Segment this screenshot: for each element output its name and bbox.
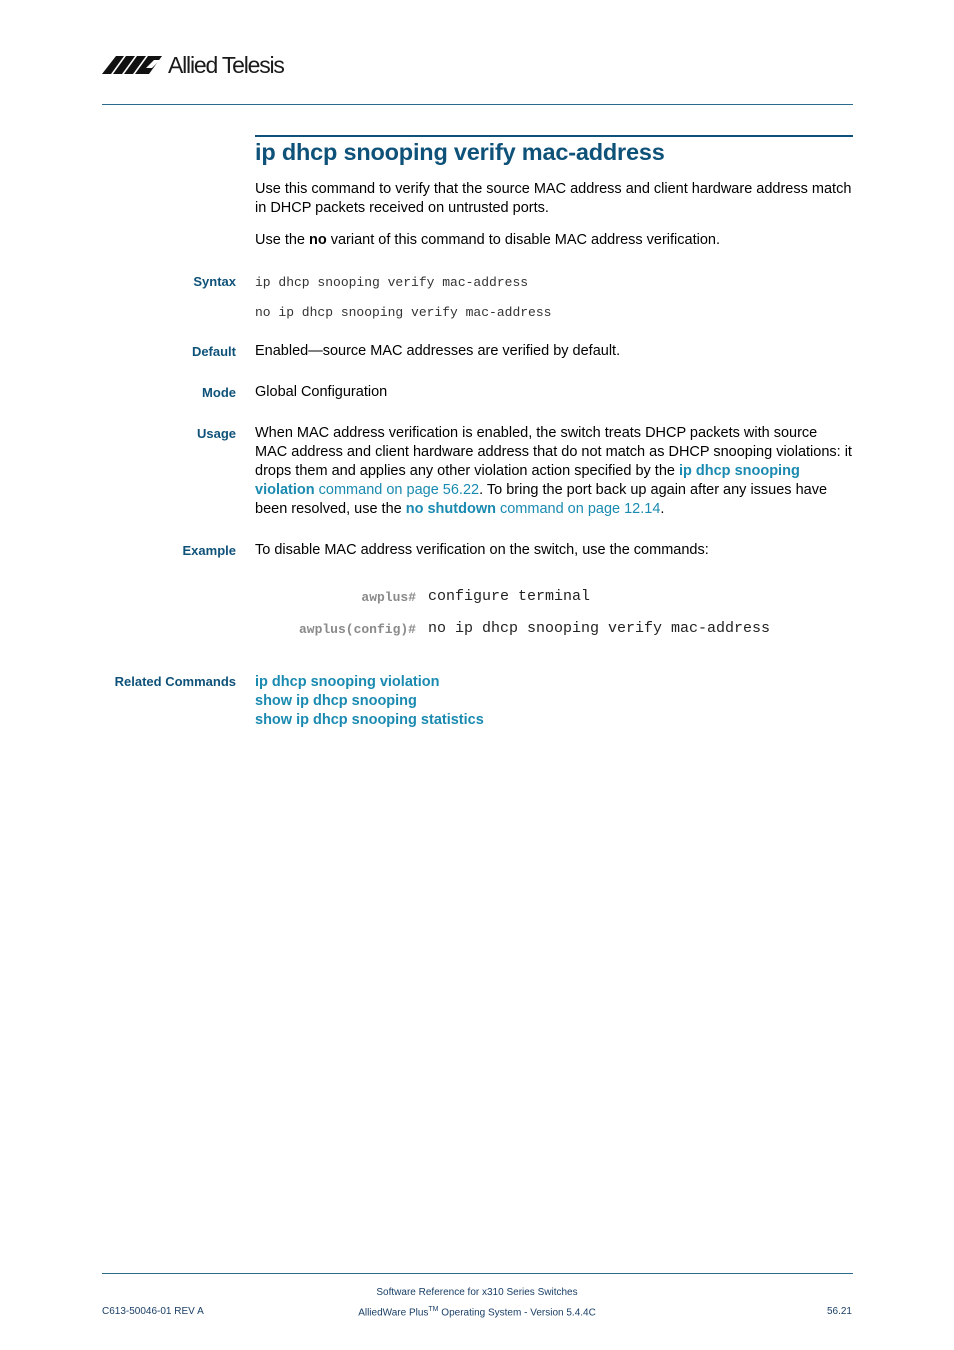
default-text: Enabled—source MAC addresses are verified by default. — [255, 343, 621, 359]
title-divider — [255, 135, 853, 137]
example-prompt-1: awplus# — [361, 590, 416, 605]
allied-telesis-logo-icon — [102, 54, 164, 76]
footer-trademark: TM — [428, 1306, 439, 1313]
intro-paragraph: Use this command to verify that the source MAC address and client hardware address match in DHCP packets received on untrusted ports. — [255, 181, 852, 216]
default-label: Default — [191, 344, 236, 359]
mode-text: Global Configuration — [255, 384, 388, 400]
link-ip-dhcp-snooping-violation[interactable]: ip dhcp snooping violation — [255, 463, 800, 498]
mode-label: Mode — [202, 385, 236, 400]
example-prompt-2: awplus(config)# — [298, 622, 416, 637]
syntax-label: Syntax — [193, 274, 236, 289]
footer-doc-id: C613-50046-01 REV A — [102, 1306, 204, 1317]
example-label: Example — [182, 543, 236, 558]
syntax-line-1: ip dhcp snooping verify mac-address — [255, 275, 529, 290]
usage-label: Usage — [196, 426, 236, 441]
footer-divider — [102, 1273, 853, 1274]
example-text: To disable MAC address verification on the switch, use the commands: — [255, 542, 709, 558]
related-link-show-ip-dhcp-snooping-statistics[interactable]: show ip dhcp snooping statistics — [255, 712, 484, 728]
page-title: ip dhcp snooping verify mac-address — [255, 139, 665, 165]
usage-text-1: When MAC address verification is enabled, the switch treats DHCP packets with source MAC address and client hardware address that do not match as DHCP snooping violations: it drops them and applies any other violation action specified by the — [255, 425, 852, 479]
link-page-56-22[interactable]: command on page 56.22 — [314, 482, 480, 498]
link-no-shutdown[interactable]: no shutdown — [405, 501, 496, 517]
no-keyword: no — [309, 232, 327, 248]
company-logo — [102, 52, 284, 78]
footer-title: Software Reference for x310 Series Switches — [376, 1287, 578, 1298]
header-divider — [102, 104, 853, 105]
example-command-2: no ip dhcp snooping verify mac-address — [428, 620, 771, 637]
related-commands-list — [255, 673, 484, 730]
related-link-show-ip-dhcp-snooping[interactable]: show ip dhcp snooping — [255, 693, 417, 709]
footer-product: AlliedWare Plus — [358, 1307, 429, 1319]
related-link-ip-dhcp-snooping-violation[interactable]: ip dhcp snooping violation — [255, 674, 440, 690]
logo-text: Allied Telesis — [168, 52, 284, 78]
footer-page-number: 56.21 — [826, 1306, 852, 1317]
no-variant-post: variant of this command to disable MAC address verification. — [326, 232, 721, 248]
related-commands-label: Related Commands — [114, 674, 236, 689]
footer-os-version — [0, 1306, 954, 1318]
syntax-line-2: no ip dhcp snooping verify mac-address — [255, 305, 552, 320]
no-variant-paragraph — [255, 231, 853, 250]
usage-paragraph — [255, 424, 853, 519]
example-command-1: configure terminal — [428, 588, 591, 605]
footer-version: Operating System - Version 5.4.4C — [438, 1307, 596, 1319]
link-page-12-14[interactable]: command on page 12.14 — [495, 501, 661, 517]
usage-text-3: . — [660, 501, 665, 517]
no-variant-pre: Use the — [255, 232, 309, 248]
usage-text-2: . To bring the port back up again after any issues have been resolved, use the — [255, 482, 828, 517]
